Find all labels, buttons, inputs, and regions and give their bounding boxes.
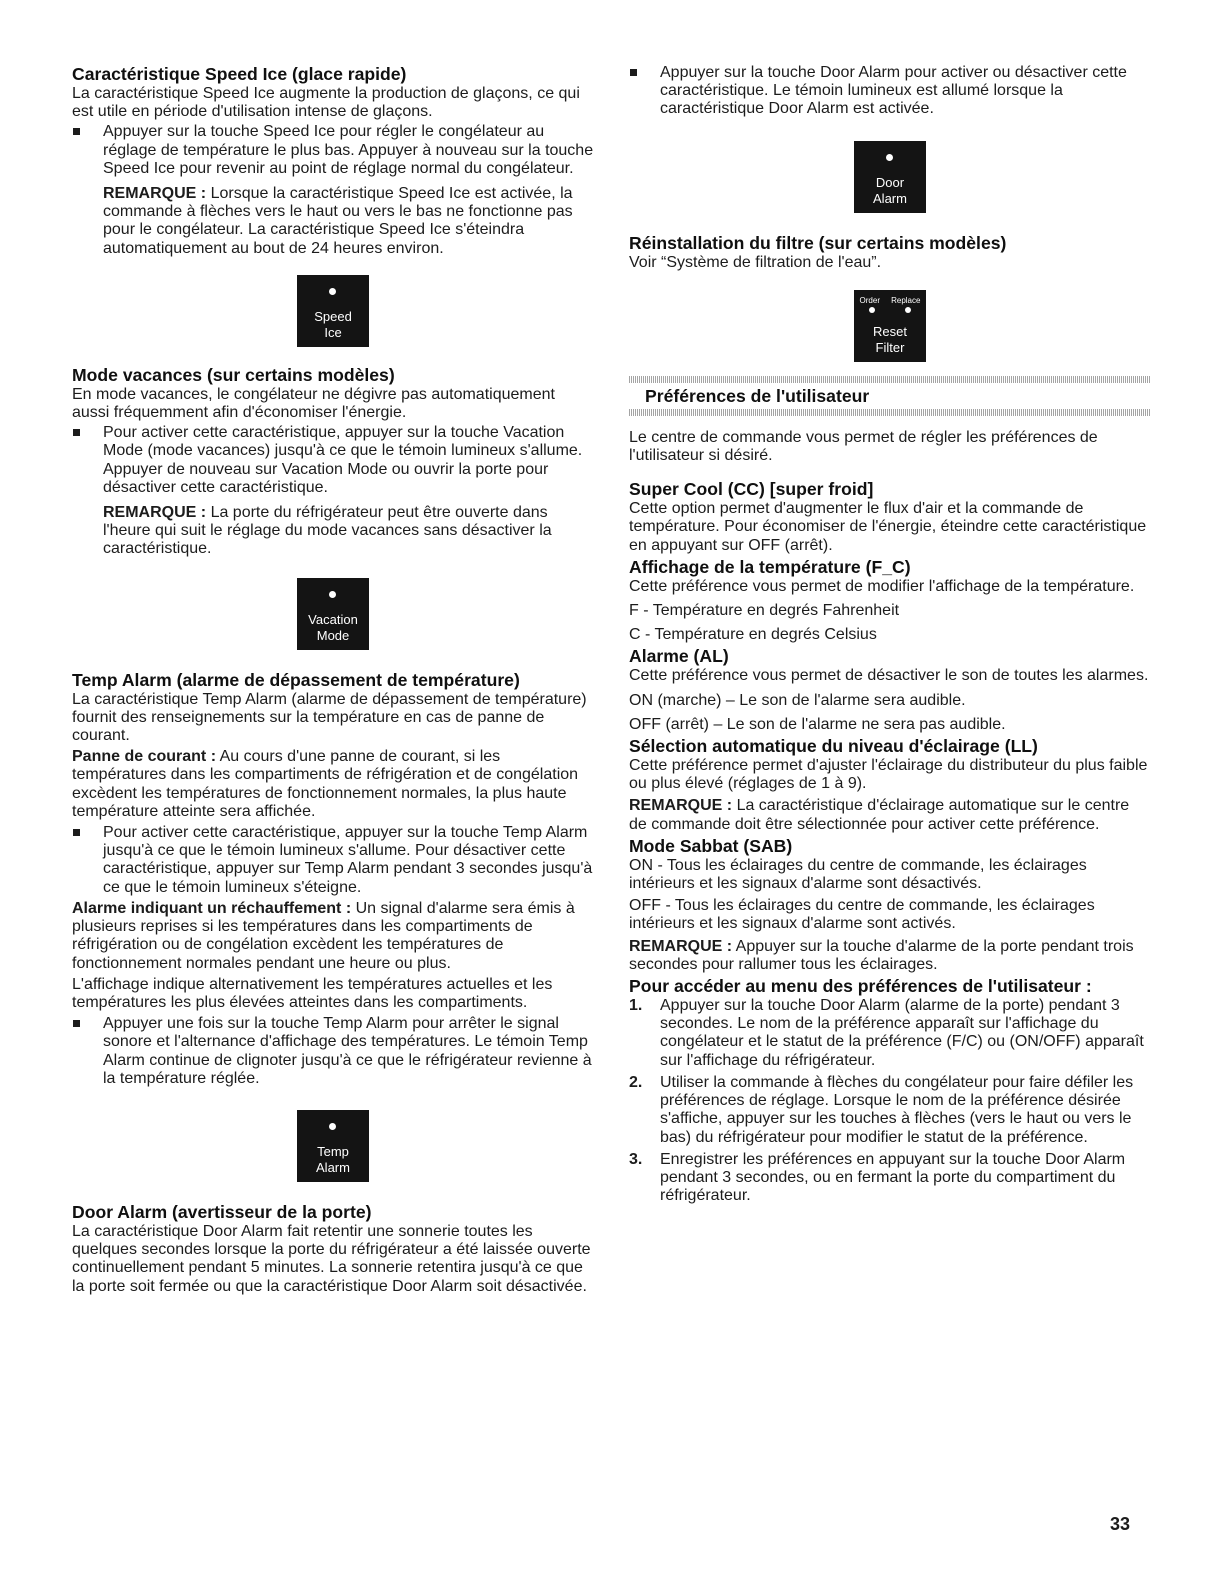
super-cool-text: Cette option permet d'augmenter le flux d'air et la commande de température. Pour économiser de l'énergie, éteindre cette caractéristique en appuyant sur OFF (arrêt). — [629, 500, 1147, 554]
indicator-light-icon — [329, 1123, 336, 1130]
temp-display-text: Cette préférence vous permet de modifier l'affichage de la température. — [629, 577, 1135, 595]
menu-access-heading: Pour accéder au menu des préférences de l'utilisateur : — [629, 976, 1092, 997]
light-level-note: REMARQUE : La caractéristique d'éclairage automatique sur le centre de commande doit être sélectionnée pour activer cette préférence. — [629, 797, 1130, 833]
vacation-note: REMARQUE : La porte du réfrigérateur peut être ouverte dans l'heure qui suit le réglage du mode vacances sans désactiver la caractéristique. — [103, 504, 552, 558]
sabbath-heading: Mode Sabbat (SAB) — [629, 835, 793, 856]
display-text: L'affichage indique alternativement les températures actuelles et les températures les plus élevées atteintes dans les compartiments. — [72, 975, 553, 1011]
section-divider-bottom — [629, 409, 1151, 416]
filter-text: Voir “Système de filtration de l'eau”. — [629, 253, 882, 271]
page-number: 33 — [1110, 1514, 1131, 1534]
door-alarm-heading: Door Alarm (avertisseur de la porte) — [72, 1201, 372, 1222]
speed-ice-button-illustration: Speed Ice — [297, 275, 369, 347]
celsius-line: C - Température en degrés Celsius — [629, 626, 877, 644]
power-failure-text: Panne de courant : Au cours d'une panne de courant, si les températures dans les compartiments de réfrigération et de congélation excèdent les températures de fonctionnement normales, la plus haute température atteinte sera affichée. — [72, 748, 579, 820]
menu-step: 2. Utiliser la commande à flèches du congélateur pour faire défiler les préférences de réglage. Lorsque le nom de la préférence désirée s'affiche, appuyer sur les touches à flèches (vers le haut ou vers le bas) du réfrigérateur pour modifier le statut de la préférence. — [629, 1073, 1134, 1146]
fahrenheit-line: F - Température en degrés Fahrenheit — [629, 602, 900, 620]
temp-alarm-bullet-2: Appuyer une fois sur la touche Temp Alarm pour arrêter le signal sonore et l'alternance d'affichage des températures. Le témoin Temp Alarm continue de clignoter jusqu'à ce que le réfrigérateur revienne à la température réglée. — [72, 1015, 594, 1088]
left-column — [72, 64, 594, 1296]
right-column — [629, 64, 1151, 1205]
temp-alarm-heading: Temp Alarm (alarme de dépassement de température) — [72, 669, 520, 690]
indicator-light-icon — [329, 591, 336, 598]
speed-ice-heading: Caractéristique Speed Ice (glace rapide) — [72, 64, 407, 84]
vacation-mode-button-illustration: Vacation Mode — [297, 578, 369, 650]
indicator-light-icon — [905, 307, 911, 313]
temp-alarm-button-illustration: Temp Alarm — [297, 1110, 369, 1182]
reset-filter-button-illustration: Order Replace Reset Filter — [854, 290, 926, 362]
door-alarm-intro: La caractéristique Door Alarm fait retentir une sonnerie toutes les quelques secondes lorsque la porte du réfrigérateur a été laissée ouverte continuellement pendant 5 minutes. La sonnerie retentira jusqu'à ce que la porte soit fermée ou que la caractéristique Door Alarm soit désactivée. — [72, 1222, 591, 1295]
temp-alarm-bullet-1: Pour activer cette caractéristique, appuyer sur la touche Temp Alarm jusqu'à ce que le témoin lumineux s'allume. Pour désactiver cette caractéristique, appuyer sur Temp Alarm pendant 3 secondes jusqu'à ce que le témoin lumineux s'éteigne. — [72, 824, 594, 897]
sabbath-note: REMARQUE : Appuyer sur la touche d'alarme de la porte pendant trois secondes pour rallumer tous les éclairages. — [629, 937, 1134, 973]
door-alarm-bullet: Appuyer sur la touche Door Alarm pour activer ou désactiver cette caractéristique. Le témoin lumineux est allumé lorsque la caractéristique Door Alarm est activée. — [629, 64, 1151, 119]
warm-alarm-text: Alarme indiquant un réchauffement : Un signal d'alarme sera émis à plusieurs reprises si les températures dans les compartiments de réfrigération ou de congélation excèdent les températures de fonctionnement normales pendant une heure ou plus. — [72, 899, 575, 972]
speed-ice-bullet: Appuyer sur la touche Speed Ice pour régler le congélateur au réglage de température le plus bas. Appuyer à nouveau sur la touche Speed Ice pour revenir au point de réglage normal du congélateur. — [72, 123, 594, 178]
alarm-text: Cette préférence vous permet de désactiver le son de toutes les alarmes. — [629, 667, 1149, 685]
menu-step: 1. Appuyer sur la touche Door Alarm (alarme de la porte) pendant 3 secondes. Le nom de la préférence apparaît sur l'affichage du congélateur et le statut de la préférence (F/C) ou (ON/OFF) apparaît sur l'affichage du réfrigérateur. — [629, 997, 1144, 1069]
section-divider-top — [629, 376, 1151, 383]
vacation-bullet: Pour activer cette caractéristique, appuyer sur la touche Vacation Mode (mode vacances) jusqu'à ce que le témoin lumineux s'allume. Appuyer de nouveau sur Vacation Mode ou ouvrir la porte pour désactiver cette caractéristique. — [72, 424, 594, 497]
light-level-heading: Sélection automatique du niveau d'éclairage (LL) — [629, 736, 1038, 757]
filter-heading: Réinstallation du filtre (sur certains modèles) — [629, 232, 1007, 253]
indicator-light-icon — [869, 307, 875, 313]
alarm-off-line: OFF (arrêt) – Le son de l'alarme ne sera pas audible. — [629, 715, 1006, 733]
temp-alarm-intro: La caractéristique Temp Alarm (alarme de dépassement de température) fournit des renseignements sur la température en cas de panne de courant. — [72, 690, 587, 745]
speed-ice-intro: La caractéristique Speed Ice augmente la production de glaçons, ce qui est utile en période d'utilisation intense de glaçons. — [72, 85, 580, 121]
light-level-text: Cette préférence permet d'ajuster l'éclairage du distributeur du plus faible ou plus élevé (réglages de 1 à 9). — [629, 757, 1148, 793]
indicator-light-icon — [886, 154, 893, 161]
super-cool-heading: Super Cool (CC) [super froid] — [629, 479, 874, 500]
menu-step: 3. Enregistrer les préférences en appuyant sur la touche Door Alarm pendant 3 secondes, ou en fermant la porte du compartiment du réfrigérateur. — [629, 1150, 1126, 1205]
preferences-intro: Le centre de commande vous permet de régler les préférences de l'utilisateur si désiré. — [629, 428, 1098, 465]
temp-display-heading: Affichage de la température (F_C) — [629, 556, 911, 577]
sabbath-off-line: OFF - Tous les éclairages du centre de commande, les éclairages intérieurs et les signaux d'alarme sont activés. — [629, 897, 1095, 933]
door-alarm-button-illustration: Door Alarm — [854, 141, 926, 213]
vacation-heading: Mode vacances (sur certains modèles) — [72, 364, 395, 385]
vacation-intro: En mode vacances, le congélateur ne dégivre pas automatiquement aussi fréquemment afin d'économiser l'énergie. — [72, 385, 555, 422]
speed-ice-note: REMARQUE : Lorsque la caractéristique Speed Ice est activée, la commande à flèches vers le haut ou vers le bas ne fonctionne pas pour le congélateur. La caractéristique Speed Ice s'éteindra automatiquement au bout de 24 heures environ. — [103, 185, 573, 257]
preferences-heading: Préférences de l'utilisateur — [645, 385, 870, 406]
alarm-heading: Alarme (AL) — [629, 646, 729, 667]
indicator-light-icon — [329, 288, 336, 295]
alarm-on-line: ON (marche) – Le son de l'alarme sera audible. — [629, 691, 966, 709]
sabbath-on-line: ON - Tous les éclairages du centre de commande, les éclairages intérieurs et les signaux d'alarme sont désactivés. — [629, 856, 1087, 893]
